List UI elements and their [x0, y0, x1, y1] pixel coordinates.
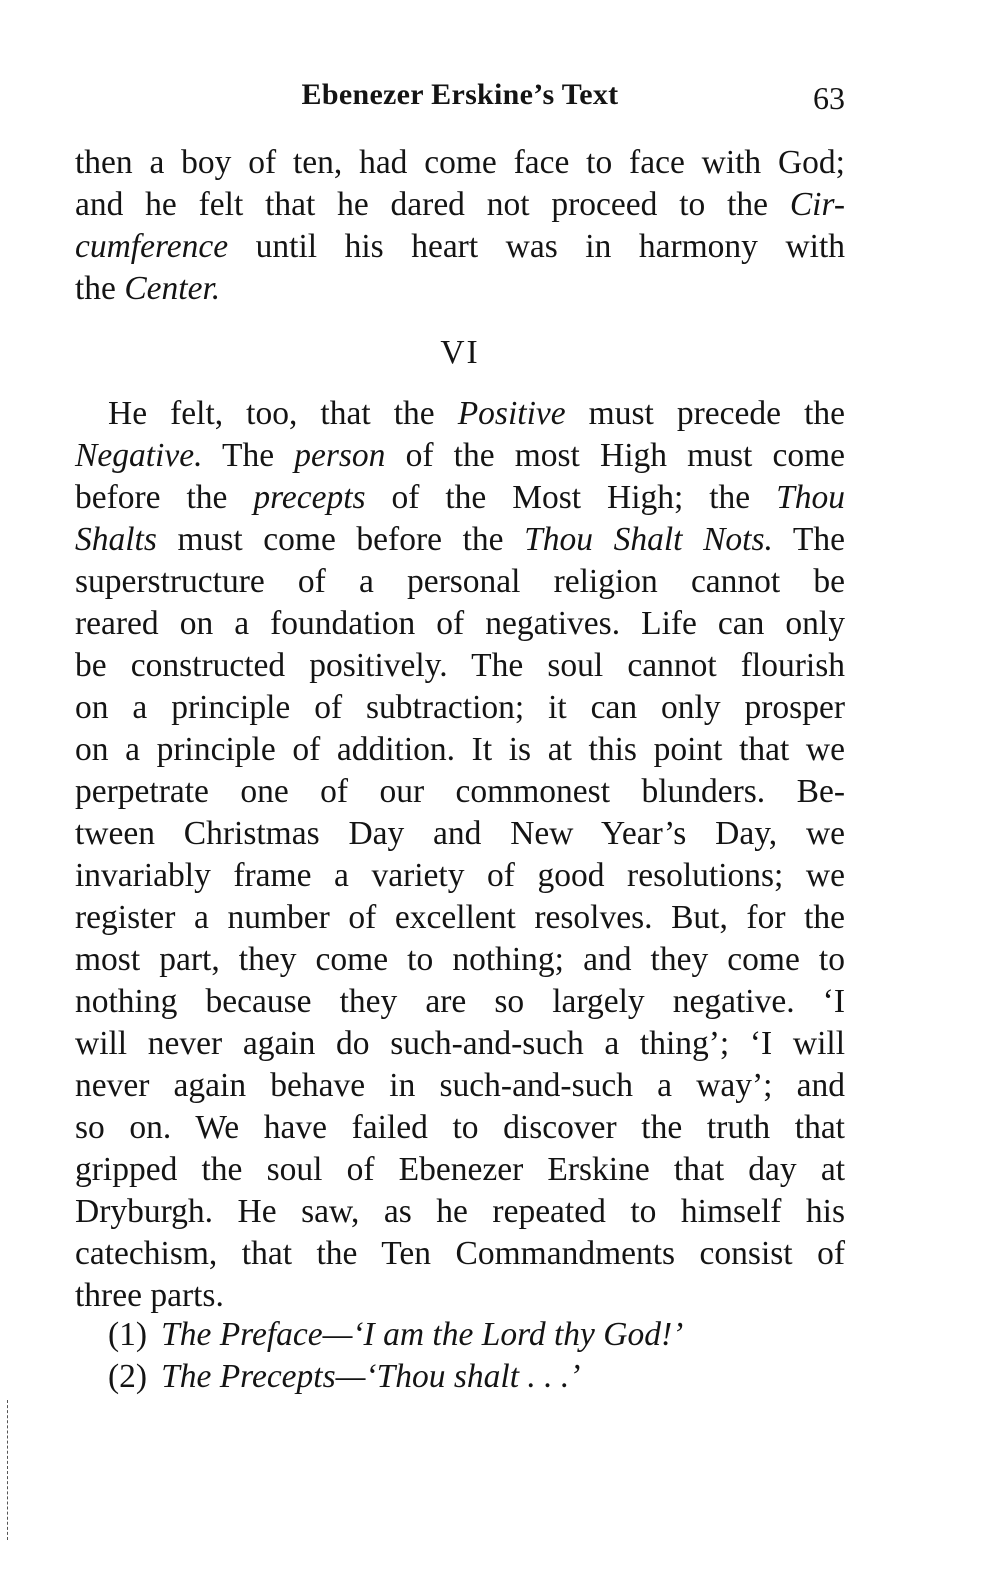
- text-line: invariably frame a variety of good resolutions; we: [75, 857, 845, 894]
- text-line: tween Christmas Day and New Year’s Day, we: [75, 815, 845, 852]
- text-line: before the precepts of the Most High; the Thou: [75, 479, 845, 516]
- text-line: Negative. The person of the most High must come: [75, 437, 845, 474]
- running-head: [75, 78, 845, 118]
- text-line: perpetrate one of our commonest blunders. Be-: [75, 773, 845, 810]
- text-line: gripped the soul of Ebenezer Erskine that day at: [75, 1151, 845, 1188]
- text-line: cumference until his heart was in harmony with: [75, 228, 845, 265]
- text-line: Dryburgh. He saw, as he repeated to himself his: [75, 1193, 845, 1230]
- text-line: reared on a foundation of negatives. Life can only: [75, 605, 845, 642]
- text-line: three parts.: [75, 1277, 224, 1314]
- section-numeral: VI: [440, 334, 480, 371]
- list-item-number: (2): [108, 1358, 148, 1395]
- text-line: superstructure of a personal religion cannot be: [75, 563, 845, 600]
- text-line: on a principle of addition. It is at this point that we: [75, 731, 845, 768]
- list-item-number: (1): [108, 1316, 148, 1353]
- text-line: so on. We have failed to discover the truth that: [75, 1109, 845, 1146]
- list-item-text: The Precepts—‘Thou shalt . . .’: [161, 1358, 581, 1395]
- list-item: [108, 1356, 580, 1398]
- text-line: most part, they come to nothing; and they come to: [75, 941, 845, 978]
- text-line: will never again do such-and-such a thing’; ‘I will: [75, 1025, 845, 1062]
- text-line: and he felt that he dared not proceed to the Cir-: [75, 186, 845, 223]
- page-number: 63: [813, 80, 845, 116]
- text-line: then a boy of ten, had come face to face with God;: [75, 144, 845, 181]
- text-line: catechism, that the Ten Commandments consist of: [75, 1235, 845, 1272]
- text-line: never again behave in such-and-such a way’; and: [75, 1067, 845, 1104]
- text-line: be constructed positively. The soul cannot flourish: [75, 647, 845, 684]
- text-line: register a number of excellent resolves. But, for the: [75, 899, 845, 936]
- text-line: nothing because they are so largely negative. ‘I: [75, 983, 845, 1020]
- text-line: Shalts must come before the Thou Shalt Nots. The: [75, 521, 845, 558]
- running-title: Ebenezer Erskine’s Text: [301, 78, 619, 111]
- list-item-text: The Preface—‘I am the Lord thy God!’: [161, 1316, 684, 1353]
- text-line: on a principle of subtraction; it can only prosper: [75, 689, 845, 726]
- list-item: [108, 1314, 683, 1356]
- scan-margin-mark: [7, 1400, 9, 1540]
- text-line: He felt, too, that the Positive must precede the: [108, 395, 845, 432]
- text-line: the Center.: [75, 270, 221, 307]
